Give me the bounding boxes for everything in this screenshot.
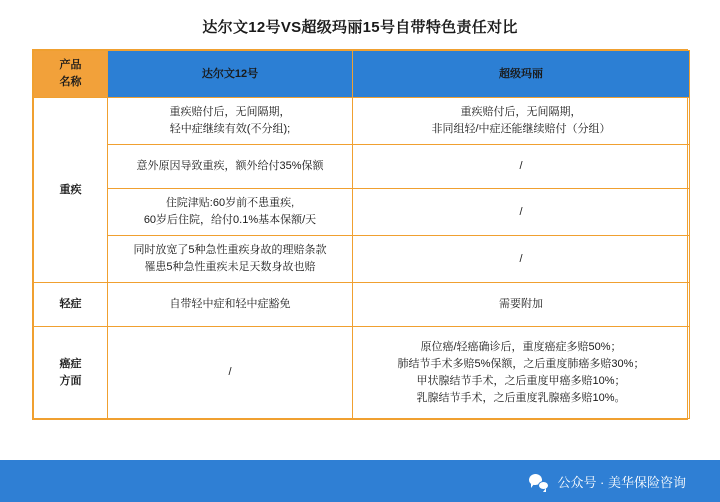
footer-text: 公众号 · 美华保险咨询 [557,474,686,490]
category-cell-critical-illness: 重疾 [34,98,108,283]
category-cell-cancer [34,327,108,419]
category-cell-mild-illness: 轻症 [34,283,108,327]
row-3-product-b: / [353,236,690,283]
row-4-product-a: 自带轻中症和轻中症豁免 [108,283,353,327]
table-row [34,189,690,236]
row-2-product-b: / [353,189,690,236]
header-product-b: 超级玛丽 [353,51,690,98]
row-1-a-line-0: 意外原因导致重疾，额外给付35%保额 [136,160,324,173]
wechat-icon [529,473,549,490]
comparison-table [33,50,690,419]
header-product-a: 达尔文12号 [108,51,353,98]
table-row [34,145,690,189]
row-0-product-a [108,98,353,145]
table-header-row [34,51,690,98]
header-category [34,51,108,98]
row-0-b-line-0: 重疾赔付后，无间隔期， [460,106,582,119]
row-5-b-line-2: 甲状腺结节手术，之后重度甲癌多赔10%； [416,374,626,387]
row-5-product-a: / [108,327,353,419]
row-0-a-line-1: 轻中症继续有效(不分组); [169,123,291,136]
row-4-product-b: 需要附加 [353,283,690,327]
footer-content [529,472,686,491]
row-5-b-line-3: 乳腺结节手术，之后重度乳腺癌多赔10%。 [416,391,626,404]
row-5-product-b [353,327,690,419]
row-3-a-line-0: 同时放宽了5种急性重疾身故的理赔条款 [133,244,327,257]
row-0-b-line-1: 非同组轻/中症还能继续赔付（分组） [431,123,611,136]
row-5-b-line-1: 肺结节手术多赔5%保额，之后重度肺癌多赔30%； [397,357,645,370]
header-category-line1: 产品 [59,59,82,71]
header-category-line2: 名称 [59,76,82,89]
table-row [34,327,690,419]
category-cancer-line2: 方面 [59,374,82,387]
table-row [34,98,690,145]
row-3-a-line-1: 罹患5种急性重疾未足天数身故也赔 [144,261,316,274]
comparison-table-wrapper [32,49,688,420]
row-1-product-a [108,145,353,189]
row-2-product-a [108,189,353,236]
row-5-b-line-0: 原位癌/轻癌确诊后，重度癌症多赔50%； [420,340,622,353]
page-title: 达尔文12号VS超级玛丽15号自带特色责任对比 [202,19,518,36]
row-3-product-a [108,236,353,283]
row-0-a-line-0: 重疾赔付后，无间隔期， [169,106,291,119]
footer-bar [0,460,720,502]
row-2-a-line-0: 住院津贴:60岁前不患重疾, [165,197,295,210]
row-1-product-b: / [353,145,690,189]
row-2-a-line-1: 60岁后住院，给付0.1%基本保额/天 [143,214,317,227]
table-row [34,236,690,283]
row-0-product-b [353,98,690,145]
category-cancer-line1: 癌症 [59,357,82,370]
table-row [34,283,690,327]
